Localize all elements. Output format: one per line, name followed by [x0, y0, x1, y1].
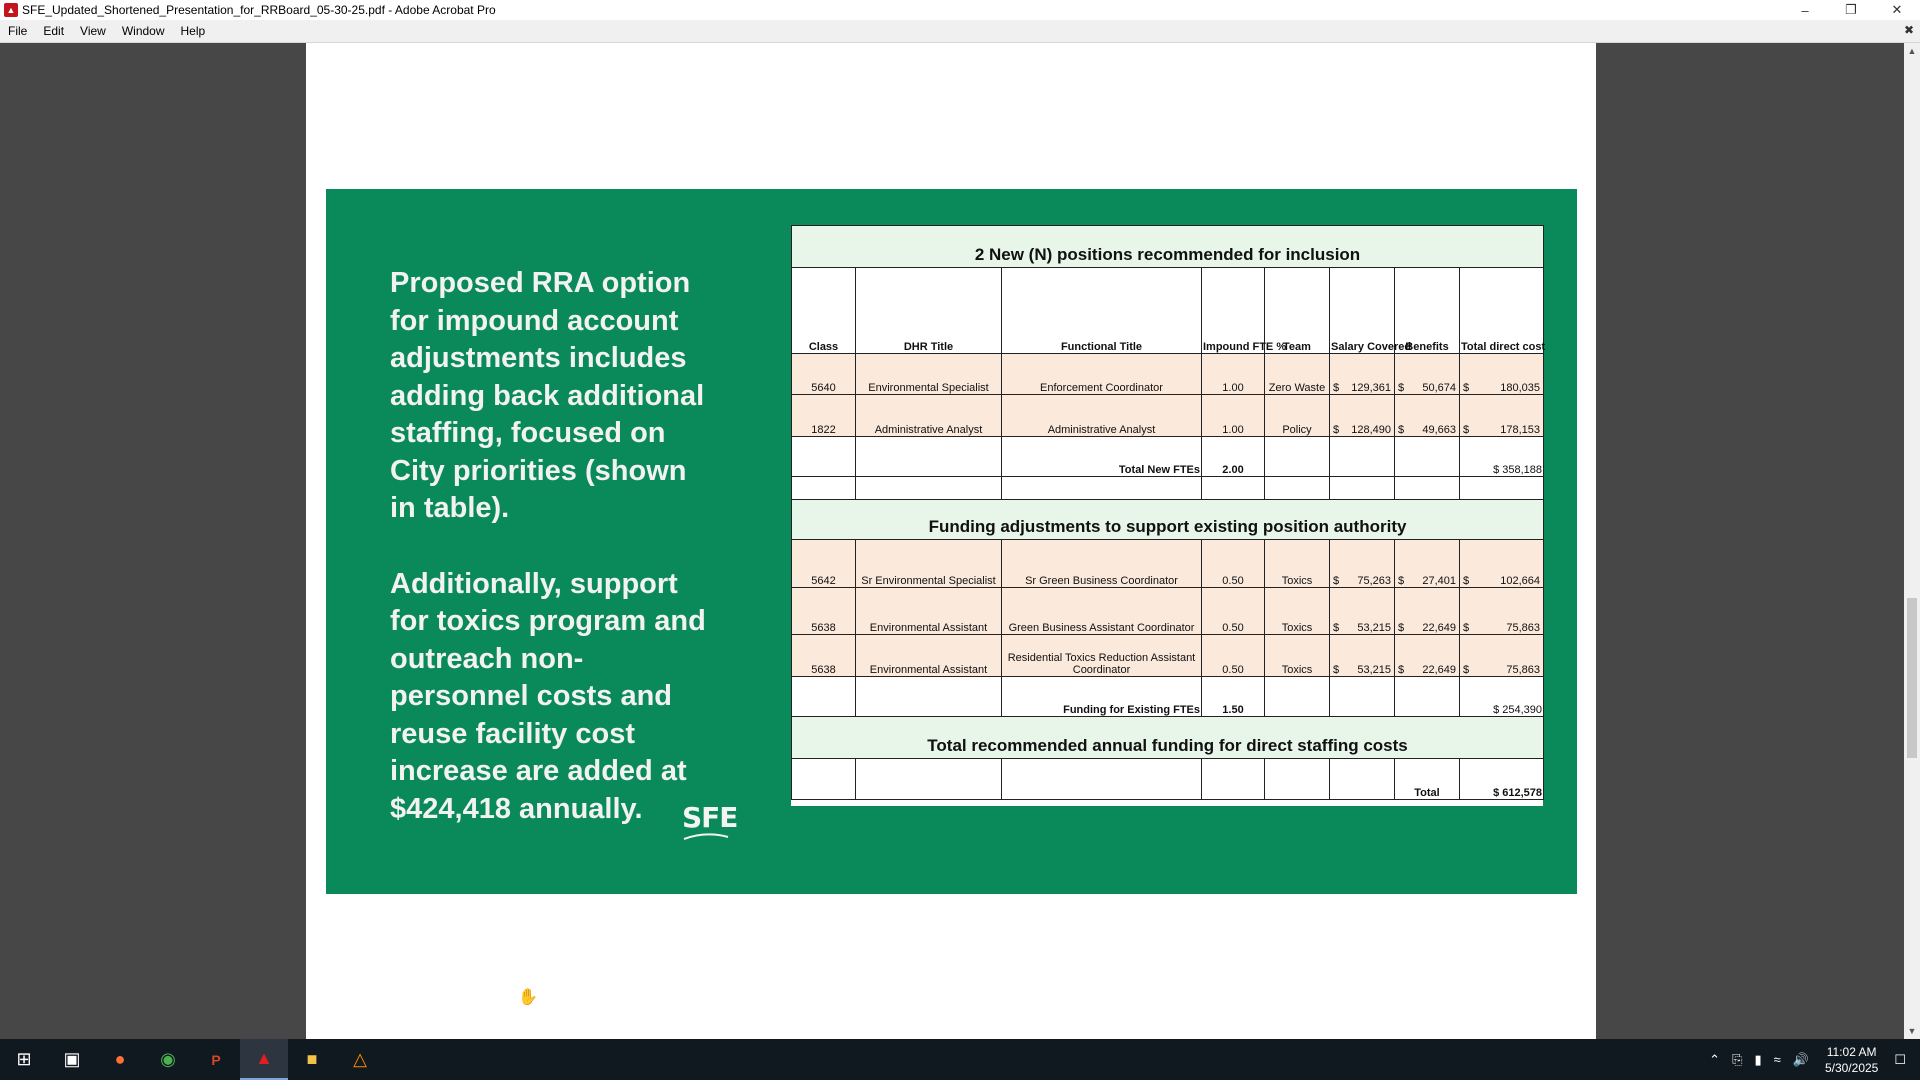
subtotal-fte: 1.50 [1202, 677, 1265, 717]
battery-icon[interactable]: ▮ [1754, 1051, 1762, 1067]
acrobat-icon[interactable]: ▲ [240, 1039, 288, 1080]
section-header-row [792, 500, 1544, 540]
cell-dhr-title: Environmental Specialist [856, 354, 1002, 395]
cell-functional-title: Administrative Analyst [1002, 395, 1202, 437]
cell-team: Toxics [1265, 588, 1330, 635]
document-viewport[interactable] [0, 43, 1904, 1039]
slide-body-text [390, 265, 720, 866]
menu-view[interactable]: View [80, 24, 106, 38]
col-header-salary: Salary Covered [1330, 268, 1395, 354]
cell-salary: $ 129,361 [1330, 354, 1395, 395]
cell-team: Toxics [1265, 635, 1330, 677]
cell-total: $ 75,863 [1460, 635, 1544, 677]
notifications-icon[interactable]: ☐ [1894, 1051, 1906, 1067]
cell-class: 1822 [792, 395, 856, 437]
cell-salary: $ 53,215 [1330, 635, 1395, 677]
cell-benefits: $ 22,649 [1395, 588, 1460, 635]
menu-bar [0, 20, 1920, 43]
slide [326, 189, 1577, 894]
cell-total: $ 75,863 [1460, 588, 1544, 635]
wifi-icon[interactable]: ≈ [1773, 1052, 1781, 1067]
cell-dhr-title: Environmental Assistant [856, 588, 1002, 635]
clock-date: 5/30/2025 [1824, 1060, 1879, 1075]
subtotal-label: Funding for Existing FTEs [1002, 677, 1202, 717]
section-header-row [792, 226, 1544, 268]
cell-benefits: $ 50,674 [1395, 354, 1460, 395]
section-header-row [792, 717, 1544, 759]
subtotal-row [792, 677, 1544, 717]
subtotal-cost: $ 358,188 [1460, 437, 1544, 477]
volume-icon[interactable]: 🔊 [1792, 1051, 1809, 1067]
section2-title: Funding adjustments to support existing position authority [792, 500, 1544, 540]
taskbar [0, 1039, 1920, 1080]
close-button[interactable]: ✕ [1891, 2, 1903, 17]
hand-cursor-icon: ✋ [518, 989, 538, 1006]
cell-team: Toxics [1265, 540, 1330, 588]
cell-fte: 0.50 [1202, 540, 1265, 588]
grand-total-value: $ 612,578 [1460, 759, 1544, 800]
grand-total-row [792, 759, 1544, 800]
subtotal-row [792, 437, 1544, 477]
cell-functional-title: Green Business Assistant Coordinator [1002, 588, 1202, 635]
vlc-icon[interactable]: △ [353, 1049, 367, 1069]
table-row [792, 540, 1544, 588]
clock[interactable] [1825, 1044, 1878, 1076]
minimize-button[interactable]: – [1801, 2, 1809, 18]
column-header-row [792, 268, 1544, 354]
col-header-dhr-title: DHR Title [856, 268, 1002, 354]
cell-salary: $ 75,263 [1330, 540, 1395, 588]
cell-functional-title: Residential Toxics Reduction Assistant Coordinator [1002, 635, 1202, 677]
restore-button[interactable]: ❐ [1845, 2, 1857, 17]
staffing-table [791, 225, 1546, 806]
cell-fte: 0.50 [1202, 588, 1265, 635]
menu-file[interactable]: File [8, 24, 28, 38]
table-row [792, 588, 1544, 635]
col-header-total: Total direct cost [1460, 268, 1544, 354]
staffing-table-grid [791, 225, 1544, 800]
scroll-thumb[interactable] [1907, 598, 1917, 758]
cell-dhr-title: Environmental Assistant [856, 635, 1002, 677]
cell-benefits: $ 49,663 [1395, 395, 1460, 437]
task-view-icon[interactable]: ▣ [63, 1049, 81, 1069]
cell-total: $ 180,035 [1460, 354, 1544, 395]
cell-dhr-title: Administrative Analyst [856, 395, 1002, 437]
usb-icon[interactable]: ⎘ [1732, 1051, 1743, 1067]
powerpoint-icon[interactable]: P [211, 1051, 221, 1068]
start-icon[interactable]: ⊞ [16, 1049, 32, 1069]
scroll-down-icon[interactable]: ▼ [1907, 1026, 1917, 1036]
cell-salary: $ 53,215 [1330, 588, 1395, 635]
table-row [792, 395, 1544, 437]
cell-fte: 1.00 [1202, 354, 1265, 395]
slide-paragraph-1: Proposed RRA option for impound account adjustments includes adding back additional staffing, focused on City priorities (shown in table). [390, 267, 705, 524]
pdf-page [306, 43, 1596, 1039]
cell-class: 5638 [792, 635, 856, 677]
table-row [792, 635, 1544, 677]
subtotal-fte: 2.00 [1202, 437, 1265, 477]
col-header-functional-title: Functional Title [1002, 268, 1202, 354]
window-title: SFE_Updated_Shortened_Presentation_for_RRBoard_05-30-25.pdf - Adobe Acrobat Pro [22, 3, 496, 17]
window-controls [1782, 0, 1920, 20]
acrobat-icon: ▲ [4, 3, 18, 17]
sfe-logo: SFE [682, 801, 738, 834]
section1-title: 2 New (N) positions recommended for inclusion [792, 226, 1544, 268]
subtotal-cost: $ 254,390 [1460, 677, 1544, 717]
cell-class: 5642 [792, 540, 856, 588]
logo-swoosh-icon [682, 833, 730, 841]
cell-benefits: $ 22,649 [1395, 635, 1460, 677]
cell-functional-title: Enforcement Coordinator [1002, 354, 1202, 395]
scroll-up-icon[interactable]: ▲ [1907, 46, 1917, 56]
firefox-icon[interactable]: ● [114, 1049, 126, 1069]
col-header-fte: Impound FTE % [1202, 268, 1265, 354]
chrome-icon[interactable]: ◉ [160, 1049, 176, 1069]
menu-edit[interactable]: Edit [43, 24, 65, 38]
show-hidden-icons-icon[interactable]: ⌃ [1709, 1051, 1721, 1067]
cell-functional-title: Sr Green Business Coordinator [1002, 540, 1202, 588]
cell-fte: 0.50 [1202, 635, 1265, 677]
section3-title: Total recommended annual funding for direct staffing costs [792, 717, 1544, 759]
cell-dhr-title: Sr Environmental Specialist [856, 540, 1002, 588]
cell-total: $ 102,664 [1460, 540, 1544, 588]
spacer-row [792, 477, 1544, 500]
cell-salary: $ 128,490 [1330, 395, 1395, 437]
cell-fte: 1.00 [1202, 395, 1265, 437]
file-explorer-icon[interactable]: ■ [306, 1049, 318, 1069]
cell-class: 5640 [792, 354, 856, 395]
col-header-team: Team [1265, 268, 1330, 354]
cell-team: Zero Waste [1265, 354, 1330, 395]
cell-total: $ 178,153 [1460, 395, 1544, 437]
cell-team: Policy [1265, 395, 1330, 437]
grand-total-label: Total [1395, 759, 1460, 800]
col-header-benefits: Benefits [1395, 268, 1460, 354]
system-tray [1703, 1039, 1920, 1080]
cell-class: 5638 [792, 588, 856, 635]
clock-time: 11:02 AM [1826, 1044, 1877, 1059]
vertical-scrollbar[interactable] [1904, 43, 1920, 1039]
slide-paragraph-2: Additionally, support for toxics program and outreach non-personnel costs and reuse facility cost increase are added at $424,418 annually. [390, 567, 706, 825]
menu-help[interactable]: Help [180, 24, 206, 38]
subtotal-label: Total New FTEs [1002, 437, 1202, 477]
title-bar [0, 0, 1920, 20]
cell-benefits: $ 27,401 [1395, 540, 1460, 588]
close-document-icon[interactable]: ✖ [1903, 23, 1914, 37]
table-row [792, 354, 1544, 395]
menu-window[interactable]: Window [121, 24, 165, 38]
col-header-class: Class [792, 268, 856, 354]
